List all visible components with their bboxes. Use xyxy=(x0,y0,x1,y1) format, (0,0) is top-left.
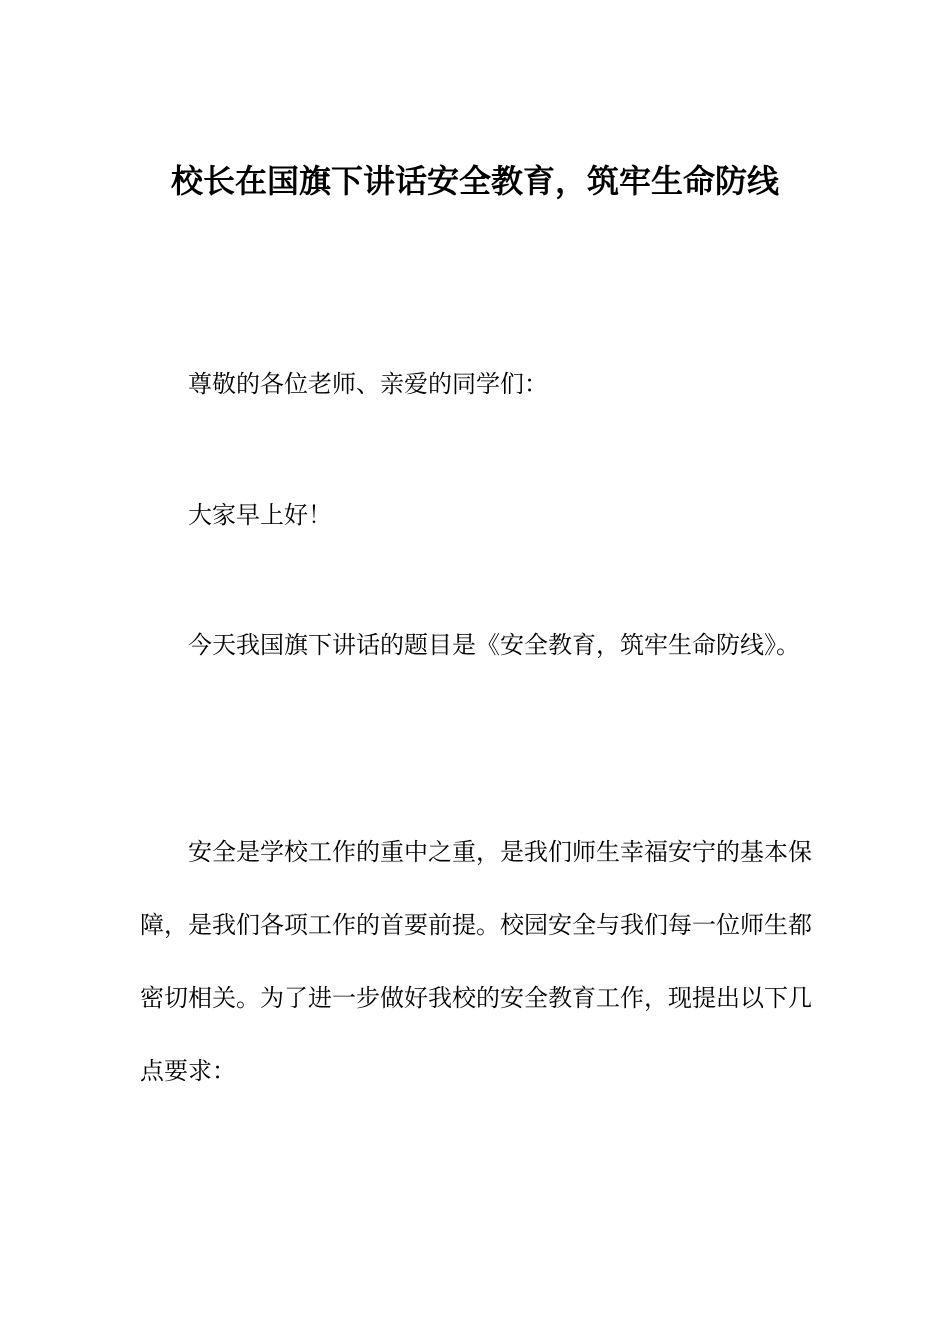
topic-paragraph: 今天我国旗下讲话的题目是《安全教育，筑牢生命防线》。 xyxy=(188,631,800,659)
body-paragraph: 安全是学校工作的重中之重，是我们师生幸福安宁的基本保障，是我们各项工作的首要前提。校园安全与我们每一位师生都密切相关。为了进一步做好我校的安全教育工作，现提出以下几点要求： xyxy=(140,838,812,1085)
salutation-paragraph: 尊敬的各位老师、亲爱的同学们： xyxy=(188,370,548,398)
greeting-paragraph: 大家早上好！ xyxy=(188,501,332,529)
document-title: 校长在国旗下讲话安全教育，筑牢生命防线 xyxy=(170,162,779,200)
